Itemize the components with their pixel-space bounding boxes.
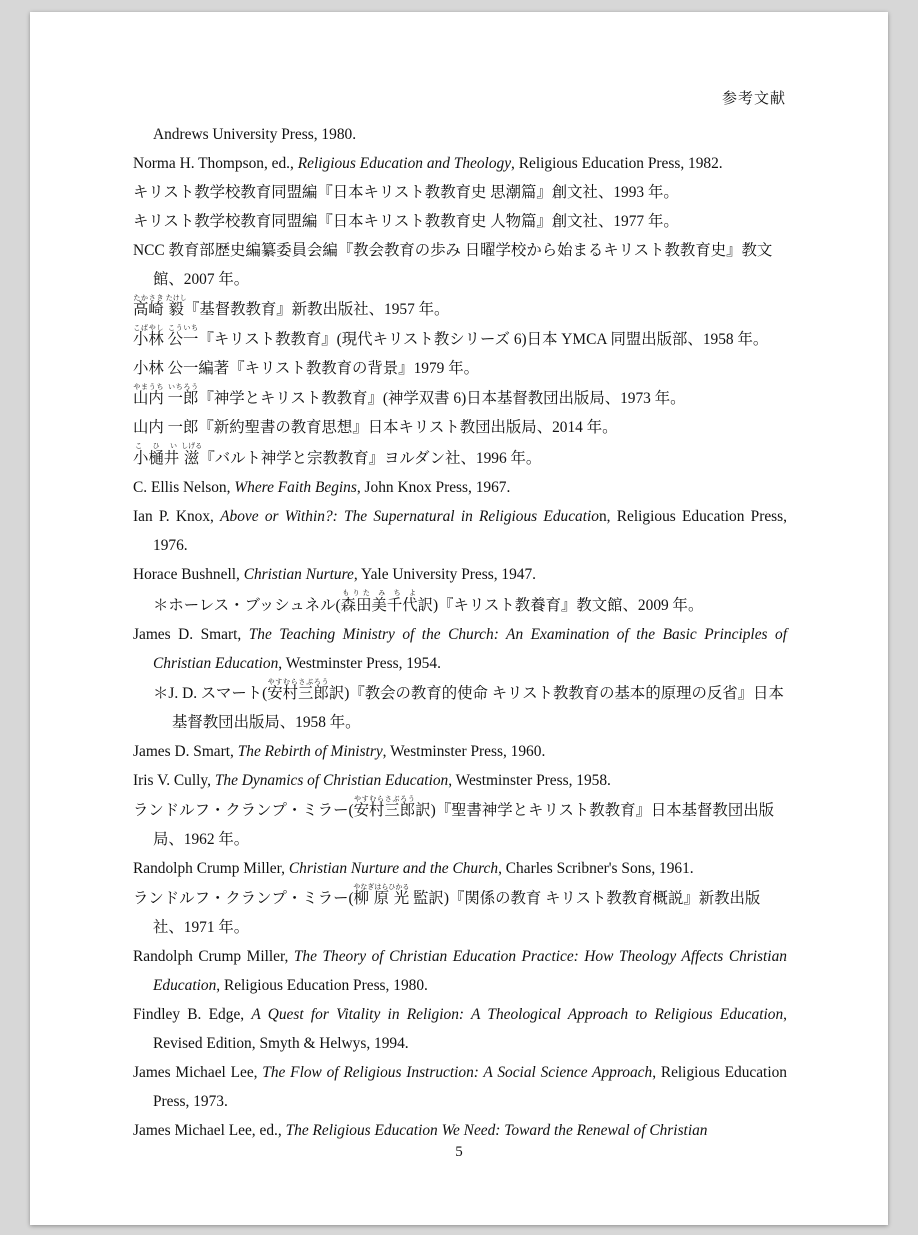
- reference-text: ランドルフ・クランプ・ミラー(: [133, 802, 354, 819]
- furigana: やすむらさぶろう: [267, 678, 329, 686]
- reference-entry: [133, 120, 787, 149]
- reference-text: Randolph Crump Miller,: [133, 948, 294, 965]
- reference-entry: [133, 1058, 787, 1116]
- reference-entry: [133, 442, 787, 473]
- reference-text: James D. Smart,: [133, 626, 249, 643]
- ruby-term: 森田美千代もりた み ち よ: [340, 589, 418, 614]
- reference-entry: [133, 942, 787, 1000]
- reference-text: 訳)『聖書神学とキリスト教教育』日本基督教団出版局、1962 年。: [153, 802, 774, 848]
- reference-entry: [133, 1116, 787, 1145]
- ruby-term: 安村三郎やすむらさぶろう: [353, 795, 416, 819]
- reference-text: ＊ホーレス・ブッシュネル(: [153, 597, 341, 614]
- reference-entry: [133, 854, 787, 883]
- reference-text: James Michael Lee,: [133, 1064, 263, 1081]
- reference-title: The Teaching Ministry of the Church: An Examination of the Basic Principles of Christian Education: [153, 626, 787, 672]
- reference-text: , John Knox Press, 1967.: [356, 479, 511, 496]
- reference-text: Iris V. Cully,: [133, 772, 215, 789]
- furigana: たかさき: [133, 294, 164, 302]
- reference-title: Above or Within?: The Supernatural in Religious Educatio: [220, 508, 599, 525]
- reference-text: James D. Smart,: [133, 743, 238, 760]
- ruby-term: 安村三郎やすむらさぶろう: [267, 678, 329, 702]
- reference-title: The Religious Education We Need: Toward the Renewal of Christian: [285, 1122, 708, 1139]
- reference-text: 山内 一郎『新約聖書の教育思想』日本キリスト教団出版局、2014 年。: [133, 419, 618, 436]
- reference-entry: [133, 589, 787, 620]
- reference-text: 訳)『教会の教育的使命 キリスト教教育の基本的原理の反省』日本基督教団出版局、1958 年。: [172, 685, 784, 731]
- ruby-term: 柳 原 光やなぎはらひかる: [353, 883, 410, 907]
- ruby-term: 毅たけし: [165, 294, 187, 318]
- reference-entry: [133, 560, 787, 589]
- ruby-term: 小樋井こ ひ い: [133, 442, 180, 467]
- reference-text: , Westminster Press, 1954.: [278, 655, 441, 672]
- furigana: こ ひ い: [133, 442, 180, 450]
- reference-text: Ian P. Knox,: [133, 508, 221, 525]
- furigana: やなぎはらひかる: [353, 883, 410, 891]
- ruby-term: 高崎たかさき: [133, 294, 164, 318]
- reference-entry: [133, 413, 787, 442]
- reference-list: [133, 120, 787, 1145]
- ruby-term: 公一こういち: [167, 324, 199, 348]
- reference-entry: [133, 236, 787, 294]
- reference-text: , Westminster Press, 1960.: [382, 743, 546, 760]
- reference-text: ランドルフ・クランプ・ミラー(: [133, 890, 354, 907]
- reference-text: , Religious Education Press, 1973.: [153, 1064, 787, 1110]
- reference-text: キリスト教学校教育同盟編『日本キリスト教教育史 人物篇』創文社、1977 年。: [133, 213, 679, 230]
- document-page: [30, 12, 888, 1225]
- page-number: 5: [455, 1144, 463, 1160]
- reference-text: 『キリスト教教育』(現代キリスト教シリーズ 6)日本 YMCA 同盟出版部、1958 年。: [198, 331, 769, 348]
- reference-text: ＊J. D. スマート(: [153, 685, 268, 702]
- reference-text: n, Religious Education Press, 1976.: [153, 508, 787, 554]
- reference-text: 小林 公一編著『キリスト教教育の背景』1979 年。: [133, 360, 479, 377]
- reference-entry: [133, 207, 787, 236]
- reference-title: Christian Nurture: [243, 566, 354, 583]
- furigana: こばやし: [133, 324, 164, 332]
- reference-title: A Quest for Vitality in Religion: A Theological Approach to Religious Education: [251, 1006, 784, 1023]
- reference-text: Andrews University Press, 1980.: [153, 126, 357, 143]
- reference-text: Norma H. Thompson, ed.,: [133, 155, 298, 172]
- reference-entry: [133, 620, 787, 678]
- reference-text: Horace Bushnell,: [133, 566, 244, 583]
- reference-text: Findley B. Edge,: [133, 1006, 252, 1023]
- reference-text: C. Ellis Nelson,: [133, 479, 235, 496]
- reference-entry: [133, 1000, 787, 1058]
- reference-entry: [133, 354, 787, 383]
- reference-text: 『神学とキリスト教教育』(神学双書 6)日本基督教団出版局、1973 年。: [198, 390, 686, 407]
- reference-entry: [133, 383, 787, 413]
- reference-entry: [133, 178, 787, 207]
- reference-title: The Dynamics of Christian Education: [214, 772, 449, 789]
- running-header: 参考文献: [721, 91, 786, 107]
- reference-text: James Michael Lee, ed.,: [133, 1122, 286, 1139]
- reference-text: , Westminster Press, 1958.: [448, 772, 611, 789]
- reference-entry: [133, 795, 787, 854]
- furigana: いちろう: [167, 383, 199, 391]
- furigana: たけし: [165, 294, 187, 302]
- reference-title: The Theory of Christian Education Practice: How Theology Affects Christian Education: [153, 948, 787, 994]
- reference-text: Randolph Crump Miller,: [133, 860, 289, 877]
- reference-title: The Rebirth of Ministry: [237, 743, 383, 760]
- reference-title: Christian Nurture and the Church: [288, 860, 499, 877]
- furigana: もりた み ち よ: [340, 589, 418, 597]
- reference-text: 訳)『キリスト教養育』教文館、2009 年。: [417, 597, 704, 614]
- furigana: やまうち: [133, 383, 164, 391]
- furigana: こういち: [167, 324, 199, 332]
- reference-text: , Charles Scribner's Sons, 1961.: [498, 860, 694, 877]
- reference-entry: [133, 324, 787, 354]
- reference-entry: [133, 883, 787, 942]
- reference-text: , Religious Education Press, 1982.: [511, 155, 723, 172]
- reference-entry: [133, 766, 787, 795]
- reference-entry: [133, 294, 787, 324]
- reference-entry: [133, 473, 787, 502]
- reference-entry: [133, 678, 787, 737]
- reference-title: The Flow of Religious Instruction: A Social Science Approach: [262, 1064, 653, 1081]
- reference-entry: [133, 737, 787, 766]
- reference-text: , Revised Edition, Smyth & Helwys, 1994.: [153, 1006, 788, 1052]
- reference-text: 監訳)『関係の教育 キリスト教教育概説』新教出版社、1971 年。: [153, 890, 761, 936]
- ruby-term: 滋しげる: [181, 442, 203, 467]
- reference-entry: [133, 149, 787, 178]
- reference-text: キリスト教学校教育同盟編『日本キリスト教教育史 思潮篇』創文社、1993 年。: [133, 184, 679, 201]
- reference-text: 『バルト神学と宗教教育』ヨルダン社、1996 年。: [199, 450, 542, 467]
- reference-text: 『基督教教育』新教出版社、1957 年。: [183, 301, 450, 318]
- reference-title: Religious Education and Theology: [297, 155, 512, 172]
- reference-title: Where Faith Begins: [234, 479, 357, 496]
- furigana: しげる: [181, 442, 203, 450]
- reference-entry: [133, 502, 787, 560]
- ruby-term: 小林こばやし: [133, 324, 164, 348]
- reference-text: , Yale University Press, 1947.: [353, 566, 537, 583]
- furigana: やすむらさぶろう: [353, 795, 416, 803]
- reference-text: , Religious Education Press, 1980.: [216, 977, 428, 994]
- ruby-term: 一郎いちろう: [167, 383, 199, 407]
- reference-text: NCC 教育部歴史編纂委員会編『教会教育の歩み 日曜学校から始まるキリスト教教育史』教文館、2007 年。: [133, 242, 773, 288]
- ruby-term: 山内やまうち: [133, 383, 164, 407]
